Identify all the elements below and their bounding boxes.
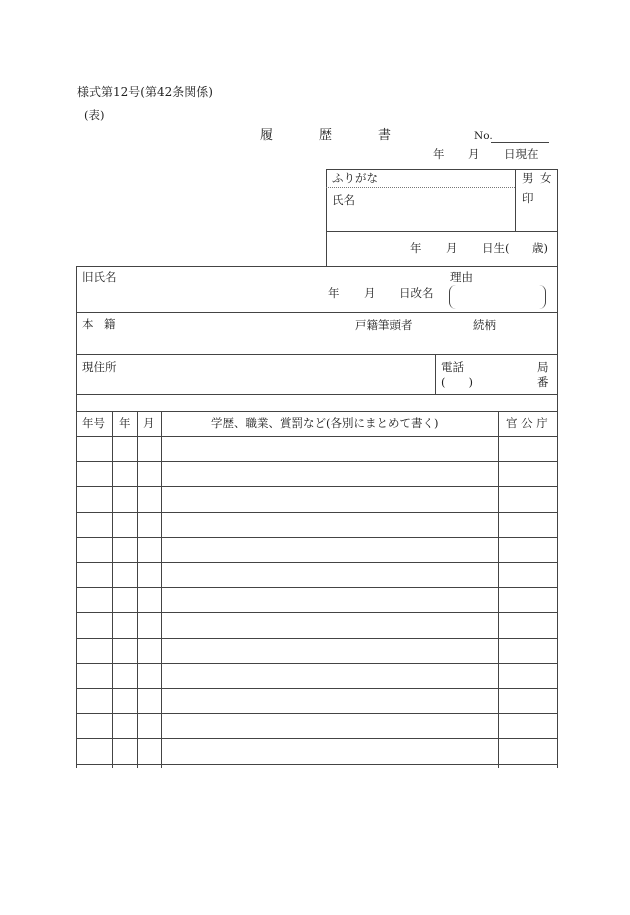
number-label: No. [474,130,493,142]
table-row-line [76,764,557,765]
furigana-field[interactable] [385,170,513,186]
birth-day-label: 日生( [482,241,510,255]
address-label: 現住所 [82,360,117,374]
number-underline[interactable] [491,142,549,143]
birth-year-label: 年 [410,241,422,255]
table-row[interactable] [77,437,556,460]
frame-right [557,266,558,768]
table-row[interactable] [77,664,556,687]
area-code-paren[interactable]: ( ) [441,375,473,389]
header-era: 年号 [82,416,105,430]
exchange-label: 局 [537,360,549,374]
table-row[interactable] [77,462,556,485]
address-bottom [76,394,557,395]
form-number: 様式第12号(第42条関係) [77,85,213,99]
former-name-bottom [76,312,557,313]
former-name-top [76,266,557,267]
furigana-dotted-line [326,187,515,188]
change-month-label: 月 [364,286,376,300]
form-side: (表) [84,108,105,122]
table-row[interactable] [77,739,556,762]
seal-label: 印 [522,191,534,205]
table-row[interactable] [77,588,556,611]
table-row[interactable] [77,639,556,662]
title-char-2: 歴 [319,128,333,143]
personal-box-right [557,169,558,266]
domicile-label-2: 籍 [104,317,116,331]
table-row[interactable] [77,714,556,737]
phone-divider [435,354,436,394]
header-description: 学歴、職業、賞罰など(各別にまとめて書く) [211,416,439,430]
sex-male[interactable]: 男 [522,171,534,185]
date-year-label: 年 [433,147,445,161]
name-field[interactable] [360,189,513,229]
table-row[interactable] [77,487,556,510]
date-month-label: 月 [468,147,480,161]
reason-label: 理由 [450,270,473,284]
sex-column-divider [515,169,516,231]
former-name-label: 旧氏名 [82,270,117,284]
table-row[interactable] [77,563,556,586]
address-field[interactable] [120,358,430,392]
reason-paren-right [539,285,546,309]
reason-paren-left [449,285,456,309]
header-year: 年 [119,416,131,430]
header-month: 月 [143,416,155,430]
household-head-label: 戸籍筆頭者 [355,318,413,332]
date-day-label: 日現在 [504,147,539,161]
header-office: 官 公 庁 [506,416,548,430]
phone-label: 電話 [441,360,464,374]
reason-field[interactable] [457,286,537,308]
sex-female[interactable]: 女 [540,171,552,185]
birth-month-label: 月 [446,241,458,255]
name-bottom-line [326,231,557,232]
age-label: 歳) [532,241,548,255]
change-day-label: 日改名 [399,286,434,300]
history-table-top [76,411,557,412]
table-row[interactable] [77,689,556,712]
table-row[interactable] [77,613,556,636]
change-year-label: 年 [328,286,340,300]
domicile-label-1: 本 [82,317,94,331]
name-label: 氏名 [332,193,355,207]
title-char-3: 書 [378,128,392,143]
table-row[interactable] [77,538,556,561]
title-char-1: 履 [260,128,274,143]
domicile-bottom [76,354,557,355]
table-row[interactable] [77,513,556,536]
relation-label: 続柄 [473,318,496,332]
personal-box-left [326,169,327,266]
number-suffix-label: 番 [537,375,549,389]
furigana-label: ふりがな [332,171,378,185]
